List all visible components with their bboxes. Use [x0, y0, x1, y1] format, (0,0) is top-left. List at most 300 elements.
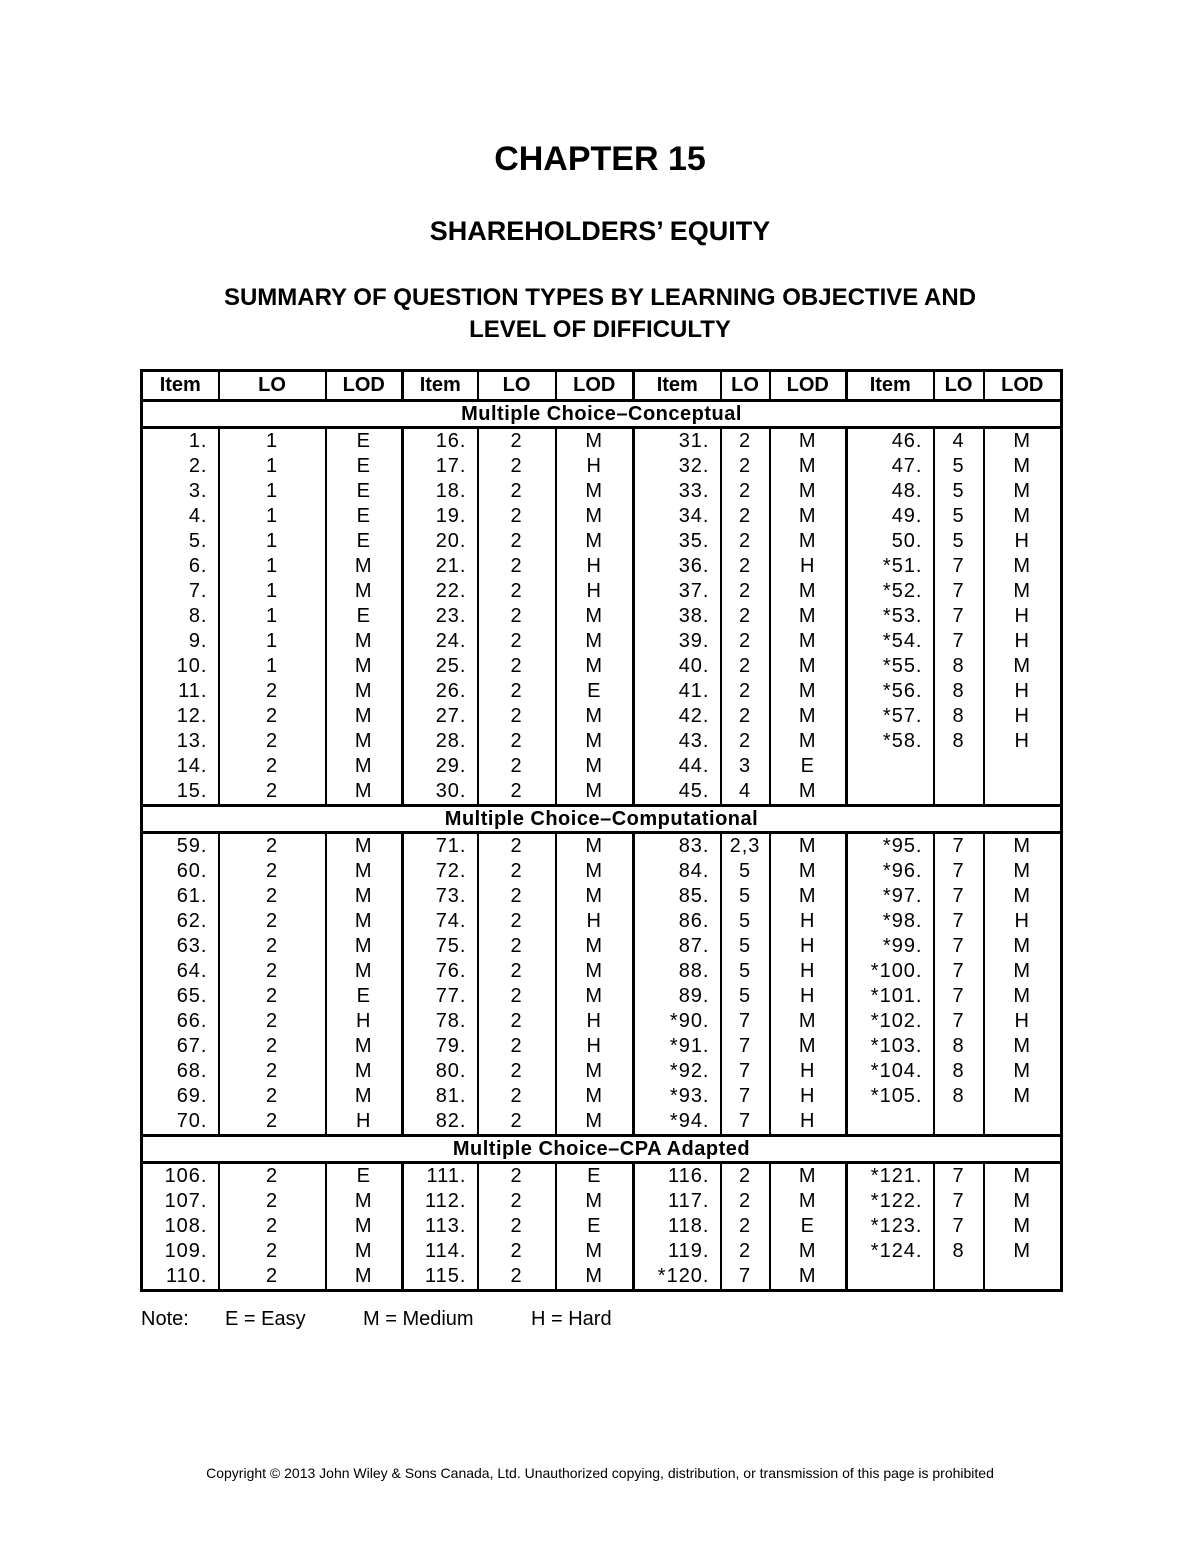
note-label: Note:: [141, 1308, 189, 1330]
lod-cell: M: [984, 479, 1062, 504]
item-cell: 63.: [176, 935, 208, 957]
summary-heading-line-2: LEVEL OF DIFFICULTY: [469, 316, 731, 343]
lo-cell: 2: [219, 729, 326, 754]
lod-cell: M: [326, 934, 403, 959]
section-title: Multiple Choice–Computational: [142, 806, 1062, 833]
lo-cell: 2: [478, 529, 556, 554]
lo-cell: 7: [934, 833, 984, 860]
lod-cell: M: [326, 1059, 403, 1084]
lod-cell: H: [556, 554, 634, 579]
item-cell: 78.: [403, 1009, 478, 1034]
item-cell: 82.: [403, 1109, 478, 1136]
lod-cell: M: [984, 1189, 1062, 1214]
lo-cell: 2: [219, 859, 326, 884]
item-cell: *101.: [847, 984, 934, 1009]
lod-cell: M: [984, 504, 1062, 529]
lod-cell: M: [326, 1034, 403, 1059]
table-row: [142, 754, 1062, 779]
column-header-lod: LOD: [984, 371, 1062, 401]
lod-cell: M: [770, 704, 847, 729]
lo-cell: 2: [721, 1189, 770, 1214]
item-cell: 80.: [403, 1059, 478, 1084]
lo-cell: 1: [219, 529, 326, 554]
column-header-item: Item: [142, 371, 219, 401]
column-header-lod: LOD: [556, 371, 634, 401]
lo-cell: 7: [934, 554, 984, 579]
lod-cell: M: [326, 579, 403, 604]
lo-cell: 2: [478, 654, 556, 679]
column-header-lod: LOD: [326, 371, 403, 401]
item-cell: 22.: [403, 579, 478, 604]
lo-cell: 5: [721, 984, 770, 1009]
lod-cell: M: [984, 579, 1062, 604]
lo-cell: 5: [934, 504, 984, 529]
item-cell: *55.: [847, 654, 934, 679]
item-cell: *54.: [847, 629, 934, 654]
table-row: [142, 934, 1062, 959]
item-cell: 49.: [847, 504, 934, 529]
lod-cell: M: [556, 884, 634, 909]
item-cell: *121.: [847, 1163, 934, 1190]
lod-cell: M: [770, 1034, 847, 1059]
item-cell: 107.: [164, 1190, 208, 1212]
item-cell: 41.: [634, 679, 721, 704]
lod-cell: M: [326, 959, 403, 984]
lod-cell: M: [770, 629, 847, 654]
lod-cell: H: [556, 1009, 634, 1034]
lo-cell: 8: [934, 1034, 984, 1059]
lod-cell: M: [770, 729, 847, 754]
item-cell: 112.: [403, 1189, 478, 1214]
item-cell: 37.: [634, 579, 721, 604]
item-cell: 5.: [188, 530, 208, 552]
item-cell: 14.: [176, 755, 208, 777]
lod-cell: M: [326, 1189, 403, 1214]
item-cell: 20.: [403, 529, 478, 554]
item-cell: *52.: [847, 579, 934, 604]
item-cell: 83.: [634, 833, 721, 860]
item-cell: 86.: [634, 909, 721, 934]
item-cell: 1.: [188, 430, 208, 452]
item-cell: 42.: [634, 704, 721, 729]
lo-cell: 2: [478, 959, 556, 984]
lod-cell: [984, 779, 1062, 806]
lo-cell: 2: [721, 729, 770, 754]
item-cell: 38.: [634, 604, 721, 629]
lod-cell: E: [326, 454, 403, 479]
item-cell: 79.: [403, 1034, 478, 1059]
lo-cell: 2: [478, 428, 556, 455]
lo-cell: 7: [721, 1009, 770, 1034]
item-cell: 7.: [188, 580, 208, 602]
item-cell: *100.: [847, 959, 934, 984]
item-cell: 43.: [634, 729, 721, 754]
section-title: Multiple Choice–Conceptual: [142, 401, 1062, 428]
item-cell: 85.: [634, 884, 721, 909]
lod-cell: E: [326, 504, 403, 529]
question-summary-table: [140, 369, 1063, 1292]
lod-cell: M: [556, 1239, 634, 1264]
lo-cell: 7: [721, 1059, 770, 1084]
item-cell: 9.: [188, 630, 208, 652]
item-cell: 64.: [176, 960, 208, 982]
table-row: [142, 1009, 1062, 1034]
lod-cell: [984, 1264, 1062, 1291]
item-cell: *94.: [634, 1109, 721, 1136]
lod-cell: M: [770, 529, 847, 554]
item-cell: 47.: [847, 454, 934, 479]
item-cell: 115.: [403, 1264, 478, 1291]
lo-cell: 2: [478, 479, 556, 504]
lo-cell: 1: [219, 454, 326, 479]
lod-cell: H: [770, 934, 847, 959]
table-row: [142, 1084, 1062, 1109]
lo-cell: 2: [478, 1034, 556, 1059]
column-header-lo: LO: [478, 371, 556, 401]
lo-cell: 2: [721, 1214, 770, 1239]
item-cell: 44.: [634, 754, 721, 779]
item-cell: [847, 754, 934, 779]
lod-cell: E: [326, 604, 403, 629]
lo-cell: 2,3: [721, 833, 770, 860]
lo-cell: 2: [721, 704, 770, 729]
lo-cell: 2: [478, 984, 556, 1009]
item-cell: *123.: [847, 1214, 934, 1239]
table-row: [142, 704, 1062, 729]
lod-cell: M: [770, 504, 847, 529]
column-header-item: Item: [847, 371, 934, 401]
lo-cell: [934, 1264, 984, 1291]
table-header-row: [142, 371, 1062, 401]
table-row: [142, 629, 1062, 654]
lo-cell: 2: [219, 934, 326, 959]
item-cell: 16.: [403, 428, 478, 455]
lo-cell: 2: [721, 579, 770, 604]
item-cell: [847, 779, 934, 806]
item-cell: 113.: [403, 1214, 478, 1239]
lod-cell: M: [326, 1214, 403, 1239]
lo-cell: 5: [934, 529, 984, 554]
lod-cell: M: [984, 654, 1062, 679]
lod-cell: M: [326, 679, 403, 704]
lo-cell: 2: [219, 1109, 326, 1136]
lo-cell: 4: [934, 428, 984, 455]
table-row: [142, 1239, 1062, 1264]
table-row: [142, 1034, 1062, 1059]
lo-cell: 2: [478, 833, 556, 860]
lod-cell: M: [770, 1163, 847, 1190]
lod-cell: M: [326, 909, 403, 934]
lo-cell: 5: [721, 909, 770, 934]
lo-cell: 2: [721, 479, 770, 504]
item-cell: 28.: [403, 729, 478, 754]
table-row: [142, 679, 1062, 704]
item-cell: 32.: [634, 454, 721, 479]
lod-cell: M: [770, 859, 847, 884]
lo-cell: 2: [478, 1109, 556, 1136]
table-row: [142, 428, 1062, 455]
lo-cell: 2: [219, 1059, 326, 1084]
item-cell: 4.: [188, 505, 208, 527]
lo-cell: 2: [721, 454, 770, 479]
lod-cell: H: [770, 959, 847, 984]
lo-cell: 2: [721, 654, 770, 679]
item-cell: 114.: [403, 1239, 478, 1264]
lo-cell: 1: [219, 654, 326, 679]
table-row: [142, 554, 1062, 579]
item-cell: *91.: [634, 1034, 721, 1059]
lo-cell: 4: [721, 779, 770, 806]
lo-cell: 2: [478, 454, 556, 479]
item-cell: *51.: [847, 554, 934, 579]
copyright-footer: Copyright © 2013 John Wiley & Sons Canada, Ltd. Unauthorized copying, distribution, or transmission of this page is prohibited: [206, 1465, 994, 1481]
lo-cell: 2: [478, 884, 556, 909]
lo-cell: 2: [219, 1214, 326, 1239]
lo-cell: 1: [219, 629, 326, 654]
item-cell: 31.: [634, 428, 721, 455]
lod-cell: M: [770, 1009, 847, 1034]
lod-cell: M: [556, 779, 634, 806]
lod-cell: M: [556, 654, 634, 679]
item-cell: *124.: [847, 1239, 934, 1264]
item-cell: *120.: [634, 1264, 721, 1291]
lo-cell: 7: [721, 1034, 770, 1059]
lod-cell: M: [556, 1084, 634, 1109]
column-header-lo: LO: [219, 371, 326, 401]
lod-cell: M: [556, 754, 634, 779]
lod-cell: M: [984, 554, 1062, 579]
lo-cell: 2: [478, 504, 556, 529]
table-row: [142, 654, 1062, 679]
lo-cell: 2: [478, 1084, 556, 1109]
item-cell: *102.: [847, 1009, 934, 1034]
item-cell: 2.: [188, 455, 208, 477]
lod-cell: M: [326, 629, 403, 654]
item-cell: 25.: [403, 654, 478, 679]
lod-cell: H: [770, 554, 847, 579]
item-cell: 48.: [847, 479, 934, 504]
lod-cell: M: [326, 833, 403, 860]
lod-cell: M: [770, 884, 847, 909]
lo-cell: 7: [934, 959, 984, 984]
lod-cell: M: [556, 729, 634, 754]
lo-cell: 7: [934, 859, 984, 884]
lod-cell: M: [556, 704, 634, 729]
lo-cell: 2: [219, 1084, 326, 1109]
lod-cell: M: [556, 959, 634, 984]
table-row: [142, 884, 1062, 909]
lod-cell: M: [326, 1239, 403, 1264]
item-cell: *90.: [634, 1009, 721, 1034]
lod-cell: M: [984, 1239, 1062, 1264]
lod-cell: M: [326, 554, 403, 579]
item-cell: 117.: [634, 1189, 721, 1214]
lo-cell: 2: [219, 984, 326, 1009]
lo-cell: 2: [478, 579, 556, 604]
lo-cell: 7: [721, 1264, 770, 1291]
lod-cell: H: [770, 1059, 847, 1084]
lo-cell: 2: [478, 909, 556, 934]
item-cell: 29.: [403, 754, 478, 779]
lod-cell: H: [556, 579, 634, 604]
lo-cell: 8: [934, 1059, 984, 1084]
item-cell: *57.: [847, 704, 934, 729]
item-cell: 109.: [164, 1240, 208, 1262]
lo-cell: 2: [478, 1214, 556, 1239]
item-cell: 6.: [188, 555, 208, 577]
lod-cell: M: [984, 428, 1062, 455]
lod-cell: M: [770, 833, 847, 860]
lo-cell: 2: [478, 1163, 556, 1190]
item-cell: 89.: [634, 984, 721, 1009]
lo-cell: 2: [721, 1163, 770, 1190]
item-cell: 33.: [634, 479, 721, 504]
lod-cell: M: [984, 833, 1062, 860]
lod-cell: M: [770, 579, 847, 604]
item-cell: 12.: [176, 705, 208, 727]
lo-cell: 2: [478, 779, 556, 806]
table-row: [142, 1059, 1062, 1084]
lod-cell: H: [556, 1034, 634, 1059]
lo-cell: 7: [934, 934, 984, 959]
item-cell: *99.: [847, 934, 934, 959]
lod-cell: E: [556, 679, 634, 704]
lod-cell: E: [326, 984, 403, 1009]
item-cell: 35.: [634, 529, 721, 554]
lod-cell: H: [984, 729, 1062, 754]
lod-cell: M: [556, 859, 634, 884]
lo-cell: 7: [934, 884, 984, 909]
item-cell: 11.: [178, 680, 208, 702]
item-cell: 40.: [634, 654, 721, 679]
lo-cell: 7: [721, 1109, 770, 1136]
lod-cell: E: [770, 1214, 847, 1239]
lod-cell: M: [556, 1189, 634, 1214]
lo-cell: 2: [478, 934, 556, 959]
item-cell: *92.: [634, 1059, 721, 1084]
lo-cell: 8: [934, 729, 984, 754]
lod-cell: M: [984, 859, 1062, 884]
table-row: [142, 959, 1062, 984]
summary-heading: [0, 282, 1200, 346]
section-header-row: [142, 806, 1062, 833]
lod-cell: M: [984, 959, 1062, 984]
item-cell: 66.: [176, 1010, 208, 1032]
lo-cell: 7: [934, 1163, 984, 1190]
item-cell: *122.: [847, 1189, 934, 1214]
item-cell: 119.: [634, 1239, 721, 1264]
lo-cell: 2: [721, 428, 770, 455]
lod-cell: H: [984, 1009, 1062, 1034]
lo-cell: 5: [934, 479, 984, 504]
lo-cell: 5: [721, 934, 770, 959]
item-cell: 59.: [176, 835, 208, 857]
lo-cell: 2: [478, 754, 556, 779]
item-cell: 68.: [176, 1060, 208, 1082]
lo-cell: 2: [219, 1034, 326, 1059]
item-cell: *97.: [847, 884, 934, 909]
item-cell: *98.: [847, 909, 934, 934]
lo-cell: 2: [478, 1239, 556, 1264]
item-cell: 17.: [403, 454, 478, 479]
lod-cell: H: [984, 629, 1062, 654]
note-easy: E = Easy: [225, 1308, 306, 1330]
lod-cell: H: [770, 1109, 847, 1136]
item-cell: 75.: [403, 934, 478, 959]
lo-cell: 2: [478, 1264, 556, 1291]
lo-cell: 1: [219, 604, 326, 629]
lo-cell: 7: [934, 1214, 984, 1239]
section-title: Multiple Choice–CPA Adapted: [142, 1136, 1062, 1163]
item-cell: 24.: [403, 629, 478, 654]
item-cell: 23.: [403, 604, 478, 629]
lo-cell: 2: [478, 554, 556, 579]
item-cell: 70.: [176, 1110, 208, 1132]
lod-cell: M: [770, 654, 847, 679]
lo-cell: 2: [721, 554, 770, 579]
lod-cell: H: [556, 909, 634, 934]
column-header-lod: LOD: [770, 371, 847, 401]
lod-cell: E: [770, 754, 847, 779]
lo-cell: [934, 1109, 984, 1136]
table-row: [142, 859, 1062, 884]
lod-cell: M: [770, 1189, 847, 1214]
table-row: [142, 779, 1062, 806]
lo-cell: 2: [721, 1239, 770, 1264]
lo-cell: 2: [219, 959, 326, 984]
lod-cell: M: [770, 428, 847, 455]
lod-cell: M: [770, 1239, 847, 1264]
item-cell: 36.: [634, 554, 721, 579]
lo-cell: 5: [934, 454, 984, 479]
lo-cell: 7: [721, 1084, 770, 1109]
item-cell: 110.: [166, 1265, 208, 1287]
lo-cell: 2: [219, 754, 326, 779]
table-row: [142, 479, 1062, 504]
lod-cell: H: [770, 909, 847, 934]
item-cell: 13.: [176, 730, 208, 752]
lo-cell: 7: [934, 604, 984, 629]
lod-cell: H: [770, 1084, 847, 1109]
lo-cell: 2: [478, 1009, 556, 1034]
item-cell: 106.: [164, 1165, 208, 1187]
lod-cell: M: [556, 833, 634, 860]
item-cell: *58.: [847, 729, 934, 754]
lod-cell: M: [326, 1084, 403, 1109]
item-cell: 30.: [403, 779, 478, 806]
lod-cell: M: [326, 729, 403, 754]
table-row: [142, 909, 1062, 934]
item-cell: 34.: [634, 504, 721, 529]
lod-cell: M: [556, 428, 634, 455]
column-header-item: Item: [403, 371, 478, 401]
item-cell: 15.: [176, 780, 208, 802]
lo-cell: 2: [219, 679, 326, 704]
lo-cell: 2: [478, 859, 556, 884]
table-row: [142, 579, 1062, 604]
lod-cell: H: [770, 984, 847, 1009]
item-cell: *103.: [847, 1034, 934, 1059]
item-cell: *93.: [634, 1084, 721, 1109]
lod-cell: M: [556, 1109, 634, 1136]
lod-cell: E: [326, 479, 403, 504]
lod-cell: M: [556, 479, 634, 504]
lod-cell: M: [556, 504, 634, 529]
item-cell: 76.: [403, 959, 478, 984]
lo-cell: 5: [721, 959, 770, 984]
lo-cell: 2: [219, 909, 326, 934]
chapter-subtitle: SHAREHOLDERS’ EQUITY: [429, 216, 771, 246]
